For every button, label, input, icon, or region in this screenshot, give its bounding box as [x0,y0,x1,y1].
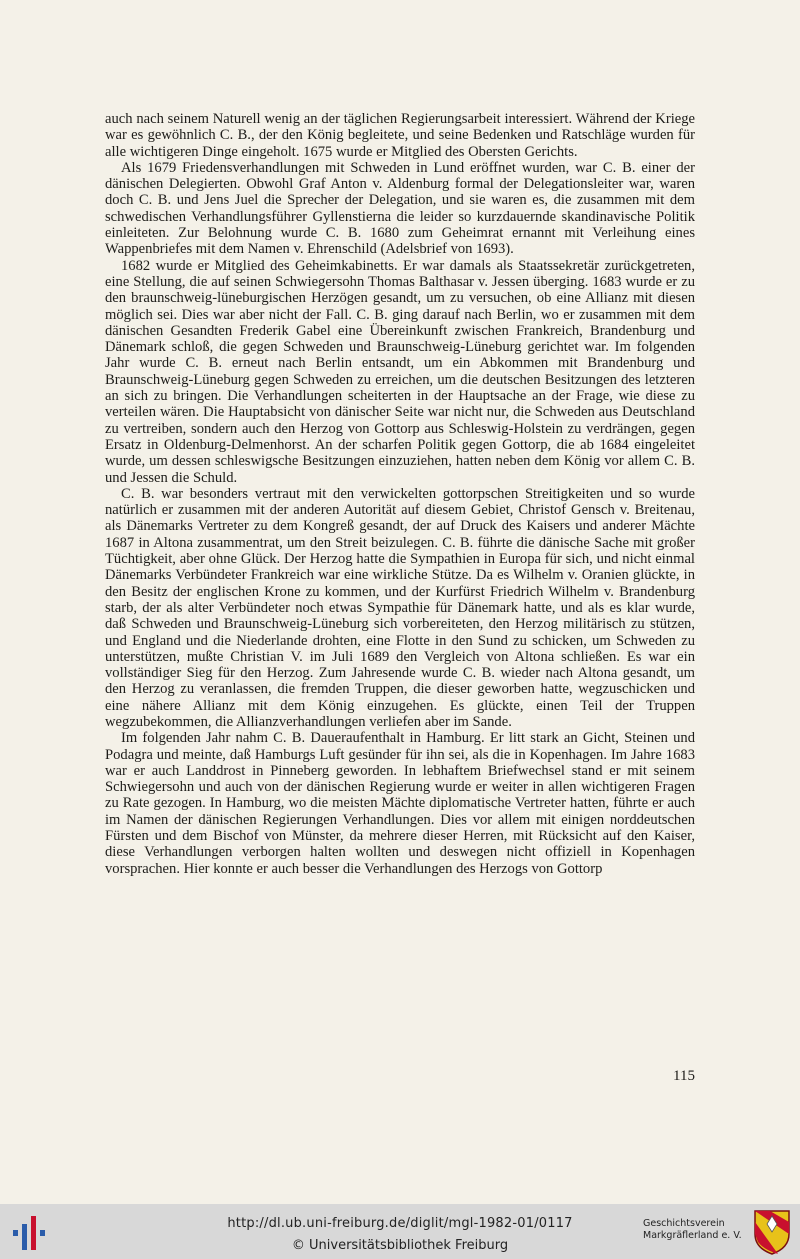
paragraph: C. B. war besonders vertraut mit den verwickelten gottorpschen Streitigkeiten und so wurde natürlich er zusammen mit der anderen Autorität auf diesem Gebiet, Christof Gensch v. Breitenau, als Dänemarks Vertreter zu dem Kongreß gesandt, der auf Druck des Kaisers und anderer Mächte 1687 in Altona zusammentrat, um den Streit beizulegen. C. B. führte die dänische Sache mit großer Tüchtigkeit, aber ohne Glück. Der Herzog hatte die Sympathien in Europa für sich, und nicht einmal Dänemarks Verbündeter Frankreich war eine wirkliche Stütze. Da es Wilhelm v. Oranien glückte, in den Besitz der englischen Krone zu kommen, und der Kurfürst Friedrich Wilhelm v. Brandenburg starb, der als alter Verbündeter noch etwas Sympathie für Dänemark hatte, und als es klar wurde, daß Schweden und Braunschweig-Lüneburg sich vorbereiteten, den Herzog militärisch zu stützen, und England und die Niederlande drohten, eine Flotte in den Sund zu schicken, um Schweden zu unterstützen, mußte Christian V. im Juli 1689 den Vergleich von Altona schließen. Es war ein vollständiger Sieg für den Herzog. Zum Jahresende wurde C. B. wieder nach Altona gesandt, um den Herzog zu veranlassen, die fremden Truppen, die dieser geworben hatte, wegzuschicken und eine nähere Allianz mit dem König einzugehen. Es glückte, einen Teil der Truppen wegzubekommen, die Allianzverhandlungen verliefen aber im Sande. [105,485,695,730]
society-name-line: Geschichtsverein [643,1218,725,1229]
paragraph: Im folgenden Jahr nahm C. B. Daueraufenthalt in Hamburg. Er litt stark an Gicht, Steinen und Podagra und meinte, daß Hamburgs Luft gesünder für ihn sei, als die in Kopenhagen. Im Jahre 1683 war er auch Landdrost in Pinneberg geworden. In lebhaftem Briefwechsel stand er mit seinem Schwiegersohn und auch von der dänischen Regierung wurde er weiter in allen wichtigeren Fragen zu Rate gezogen. In Hamburg, wo die meisten Mächte diplomatische Vertreter hatten, führte er auch im Namen der dänischen Regierungen Verhandlungen. Dies vor allem mit einigen norddeutschen Fürsten und dem Bischof von Münster, da mehrere dieser Herren, mit Rücksicht auf den Kaiser, diese Verhandlungen verborgen halten wollten und deswegen nicht offiziell in Kopenhagen vorsprachen. Hier konnte er auch besser die Verhandlungen des Herzogs von Gottorp [105,730,695,877]
paragraph: auch nach seinem Naturell wenig an der täglichen Regierungsarbeit interessiert. Während der Kriege war es gewöhnlich C. B., der den König begleitete, und seine Bedenken und Ratschläge wurden für alle wichtigeren Dinge eingeholt. 1675 wurde er Mitglied des Obersten Gerichts. [105,111,695,160]
society-name-line: Markgräflerland e. V. [643,1230,742,1241]
paragraph: Als 1679 Friedensverhandlungen mit Schweden in Lund eröffnet wurden, war C. B. einer der dänischen Delegierten. Obwohl Graf Anton v. Aldenburg formal der Delegationsleiter war, waren doch C. B. und Jens Juel die Sprecher der Delegation, und sie waren es, die zusammen mit dem schwedischen Verhandlungsführer Gyllenstierna die leider so kurzdauernde skandinavische Politik einleiteten. Zur Belohnung wurde C. B. 1680 zum Geheimrat ernannt mit Verleihung eines Wappenbriefes mit dem Namen v. Ehrenschild (Adelsbrief von 1693). [105,159,695,258]
coat-of-arms-icon[interactable] [752,1208,792,1256]
footer-copyright: © Universitätsbibliothek Freiburg [291,1238,509,1253]
footer-bar [0,1204,800,1259]
page-body [105,111,695,877]
footer-url-link[interactable]: http://dl.ub.uni-freiburg.de/diglit/mgl-1982-01/0117 [227,1216,573,1231]
society-name [643,1218,753,1242]
page-number: 115 [673,1068,695,1084]
paragraph: 1682 wurde er Mitglied des Geheimkabinetts. Er war damals als Staatssekretär zurückgetreten, eine Stellung, die auf seinen Schwiegersohn Thomas Balthasar v. Jessen überging. 1683 wurde er zu den braunschweig-lüneburgischen Herzögen gesandt, um zu versuchen, ob eine Allianz mit diesen möglich sei. Dies war aber nicht der Fall. C. B. ging darauf nach Berlin, wo er zusammen mit dem dänischen Gesandten Frederik Gabel eine Übereinkunft zwischen Frankreich, Brandenburg und Dänemark schloß, die gegen Schweden und Braunschweig-Lüneburg gerichtet war. Im folgenden Jahr wurde C. B. erneut nach Berlin entsandt, um ein Abkommen mit Brandenburg und Braunschweig-Lüneburg gegen Schweden zu erreichen, um die deutschen Besitzungen des letzteren an sich zu bringen. Die Verhandlungen scheiterten in der Hauptsache an der Frage, wie diese zu verteilen wären. Die Hauptabsicht von dänischer Seite war nicht nur, die Schweden aus Deutschland zu vertreiben, sondern auch den Herzog von Gottorp aus Schleswig-Holstein zu verdrängen, gegen Ersatz in Oldenburg-Delmenhorst. An der scharfen Politik gegen Gottorp, die ab 1684 eingeleitet wurde, um dessen schleswigsche Besitzungen einzuziehen, hatten neben dem König vor allem C. B. und Jessen die Schuld. [105,257,695,486]
library-logo-icon[interactable] [10,1212,50,1254]
